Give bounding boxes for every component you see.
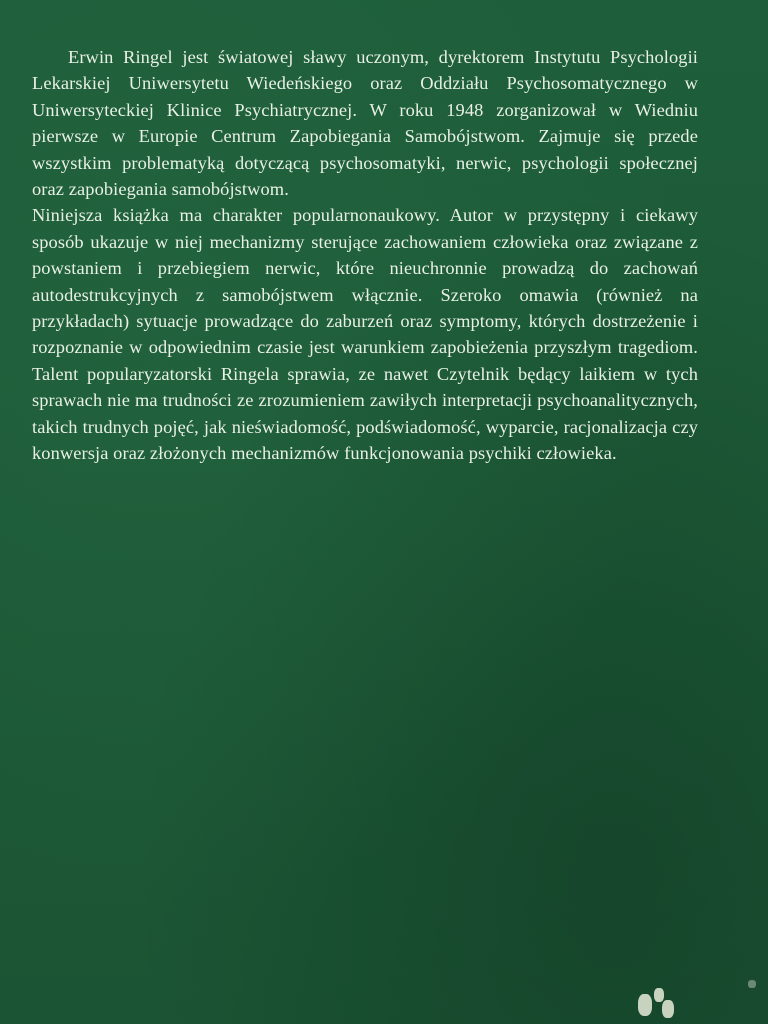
cover-blurb <box>32 44 698 467</box>
cover-wear-marks <box>618 980 768 1024</box>
book-description-paragraph: Niniejsza książka ma charakter popularnonaukowy. Autor w przystępny i ciekawy sposób ukazuje w niej mechanizmy sterujące zachowaniem człowieka oraz związane z powstaniem i przebiegiem nerwic, które nieuchronnie prowadzą do zachowań autodestrukcyjnych z samobójstwem włącznie. Szeroko omawia (również na przykładach) sytuacje prowadzące do zaburzeń oraz symptomy, których dostrzeżenie i rozpoznanie w odpowiednim czasie jest warunkiem zapobieżenia przyszłym tragediom. Talent popularyzatorski Ringela sprawia, ze nawet Czytelnik będący laikiem w tych sprawach nie ma trudności ze zrozumieniem zawiłych interpretacji psychoanalitycznych, takich trudnych pojęć, jak nieświadomość, podświadomość, wyparcie, racjonalizacja czy konwersja oraz złożonych mechanizmów funkcjonowania psychiki człowieka. <box>32 205 698 464</box>
author-bio-paragraph: Erwin Ringel jest światowej sławy uczonym, dyrektorem Instytutu Psychologii Lekarskiej Uniwersytetu Wiedeńskiego oraz Oddziału Psychosomatycznego w Uniwersyteckiej Klinice Psychiatrycznej. W roku 1948 zorganizował w Wiedniu pierwsze w Europie Centrum Zapobiegania Samobójstwom. Zajmuje się przede wszystkim problematyką dotyczącą psychosomatyki, nerwic, psychologii społecznej oraz zapobiegania samobójstwom. <box>32 47 698 200</box>
